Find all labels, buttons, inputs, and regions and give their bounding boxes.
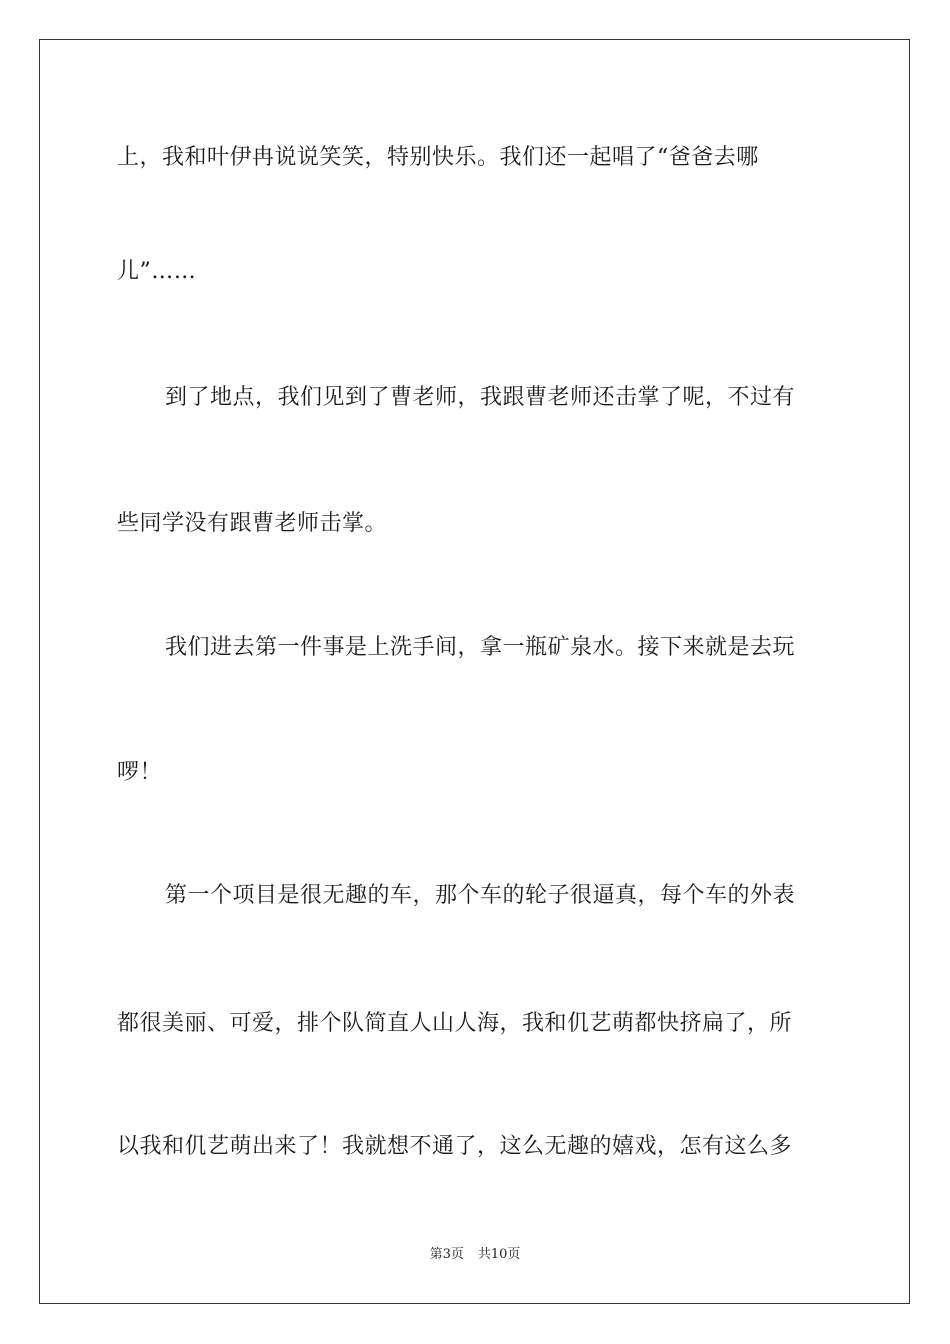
paragraph-line: 我们进去第一件事是上洗手间，拿一瓶矿泉水。接下来就是去玩: [165, 635, 796, 660]
paragraph-line: 上，我和叶伊冉说说笑笑，特别快乐。我们还一起唱了“爸爸去哪: [117, 145, 759, 170]
page-number: 第3页: [429, 1247, 464, 1262]
paragraph-line: 儿”……: [117, 259, 197, 284]
page-border: [39, 39, 910, 1304]
paragraph-line: 些同学没有跟曹老师击掌。: [117, 511, 388, 536]
paragraph-line: 以我和仉艺萌出来了！我就想不通了，这么无趣的嬉戏，怎有这么多: [117, 1134, 793, 1159]
paragraph-line: 都很美丽、可爱，排个队简直人山人海，我和仉艺萌都快挤扁了，所: [117, 1011, 793, 1036]
paragraph-line: 第一个项目是很无趣的车，那个车的轮子很逼真，每个车的外表: [165, 883, 796, 908]
page-footer: [0, 1246, 950, 1264]
page-total: 共10页: [477, 1247, 521, 1262]
paragraph-line: 到了地点，我们见到了曹老师，我跟曹老师还击掌了呢，不过有: [165, 385, 796, 410]
paragraph-line: 啰！: [117, 760, 163, 785]
